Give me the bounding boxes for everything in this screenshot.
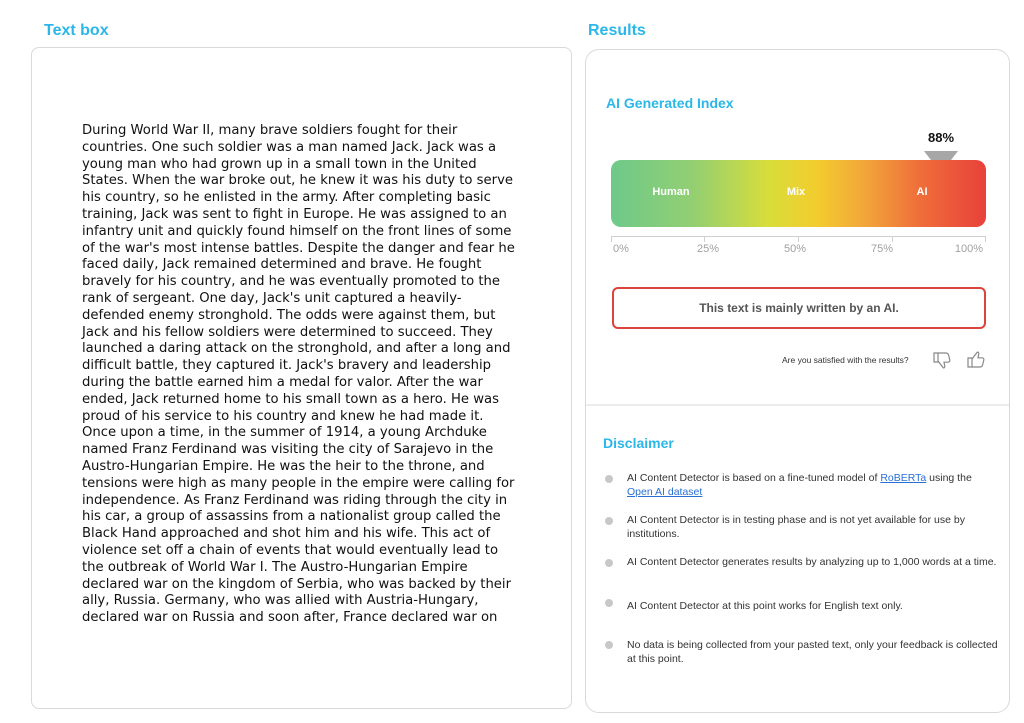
verdict-text: This text is mainly written by an AI. <box>699 301 899 315</box>
bullet-icon <box>605 559 613 567</box>
scale-tick-label: 25% <box>696 243 720 255</box>
thumbs-up-icon[interactable] <box>966 350 986 370</box>
scale-tick <box>798 236 799 242</box>
disclaimer-title: Disclaimer <box>603 435 674 451</box>
text-box-content[interactable]: During World War II, many brave soldiers fought for their countries. One such soldier was a man named Jack. Jack was a young man who had grown up in a small town in the United States. When the war broke out, he knew it was his duty to serve his country, so he enlisted in the army. After completing basic training, Jack was sent to fight in Europe. He was assigned to an infantry unit and quickly found himself on the front lines of some of the war's most intense battles. Despite the danger and fear he faced daily, Jack remained determined and brave. He fought bravely for his country, and he was eventually promoted to the rank of sergeant. One day, Jack's unit captured a heavily-defended enemy stronghold. The odds were against them, but Jack and his fellow soldiers were determined to succeed. They launched a daring attack on the stronghold, and after a long and difficult battle, they captured it. Jack's bravery and leadership during the battle earned him a medal for valor. After the war ended, Jack returned home to his small town as a hero. He was proud of his service to his country and knew he had made it. Once upon a time, in the summer of 1914, a young Archduke named Franz Ferdinand was visiting the city of Sarajevo in the Austro-Hungarian Empire. He was the heir to the throne, and tensions were high as many people in the empire were calling for independence. As Franz Ferdinand was riding through the city in his car, a group of assassins from a nationalist group called the Black Hand approached and shot him and his wife. This act of violence set off a chain of events that would eventually lead to the outbreak of World War I. The Austro-Hungarian Empire declared war on the kingdom of Serbia, who was backed by their ally, Russia. Germany, who was allied with Austria-Hungary, declared war on Russia and soon after, France declared war on <box>82 123 515 626</box>
percent-label: 88% <box>927 130 955 145</box>
satisfaction-prompt: Are you satisfied with the results? <box>782 355 909 365</box>
scale-tick-label: 100% <box>954 243 984 255</box>
gauge-label-mix: Mix <box>786 186 806 198</box>
thumbs-down-icon[interactable] <box>932 350 952 370</box>
text-box[interactable] <box>31 47 572 709</box>
bullet-icon <box>605 599 613 607</box>
bullet-icon <box>605 517 613 525</box>
roberta-link[interactable]: RoBERTa <box>880 472 927 484</box>
disclaimer-item-1 <box>627 471 1007 499</box>
disclaimer-item-4: AI Content Detector at this point works for English text only. <box>627 600 903 612</box>
scale-tick <box>611 236 612 242</box>
gauge-label-human: Human <box>652 186 690 198</box>
results-title: Results <box>588 22 646 39</box>
scale-tick-label: 50% <box>783 243 807 255</box>
bullet-icon <box>605 641 613 649</box>
scale-tick <box>892 236 893 242</box>
open-ai-dataset-link[interactable]: Open AI dataset <box>627 486 703 498</box>
disclaimer-item-5: No data is being collected from your pasted text, only your feedback is collected at this point. <box>627 639 998 665</box>
results-divider <box>586 404 1009 406</box>
disclaimer-item-2: AI Content Detector is in testing phase and is not yet available for use by institutions. <box>627 514 965 540</box>
text-box-title: Text box <box>44 22 109 39</box>
disclaimer-item-1-pre: AI Content Detector is based on a fine-tuned model of <box>627 472 881 484</box>
bullet-icon <box>605 475 613 483</box>
ai-index-title: AI Generated Index <box>606 95 734 111</box>
scale-tick <box>704 236 705 242</box>
disclaimer-item-1-mid: using the <box>926 472 972 484</box>
results-panel <box>585 49 1010 713</box>
disclaimer-item-3: AI Content Detector generates results by analyzing up to 1,000 words at a time. <box>627 556 997 568</box>
gauge-label-ai: AI <box>916 186 928 198</box>
scale-tick-label: 0% <box>613 243 629 255</box>
scale-tick-label: 75% <box>870 243 894 255</box>
verdict-box <box>612 287 986 329</box>
scale-tick <box>985 236 986 242</box>
